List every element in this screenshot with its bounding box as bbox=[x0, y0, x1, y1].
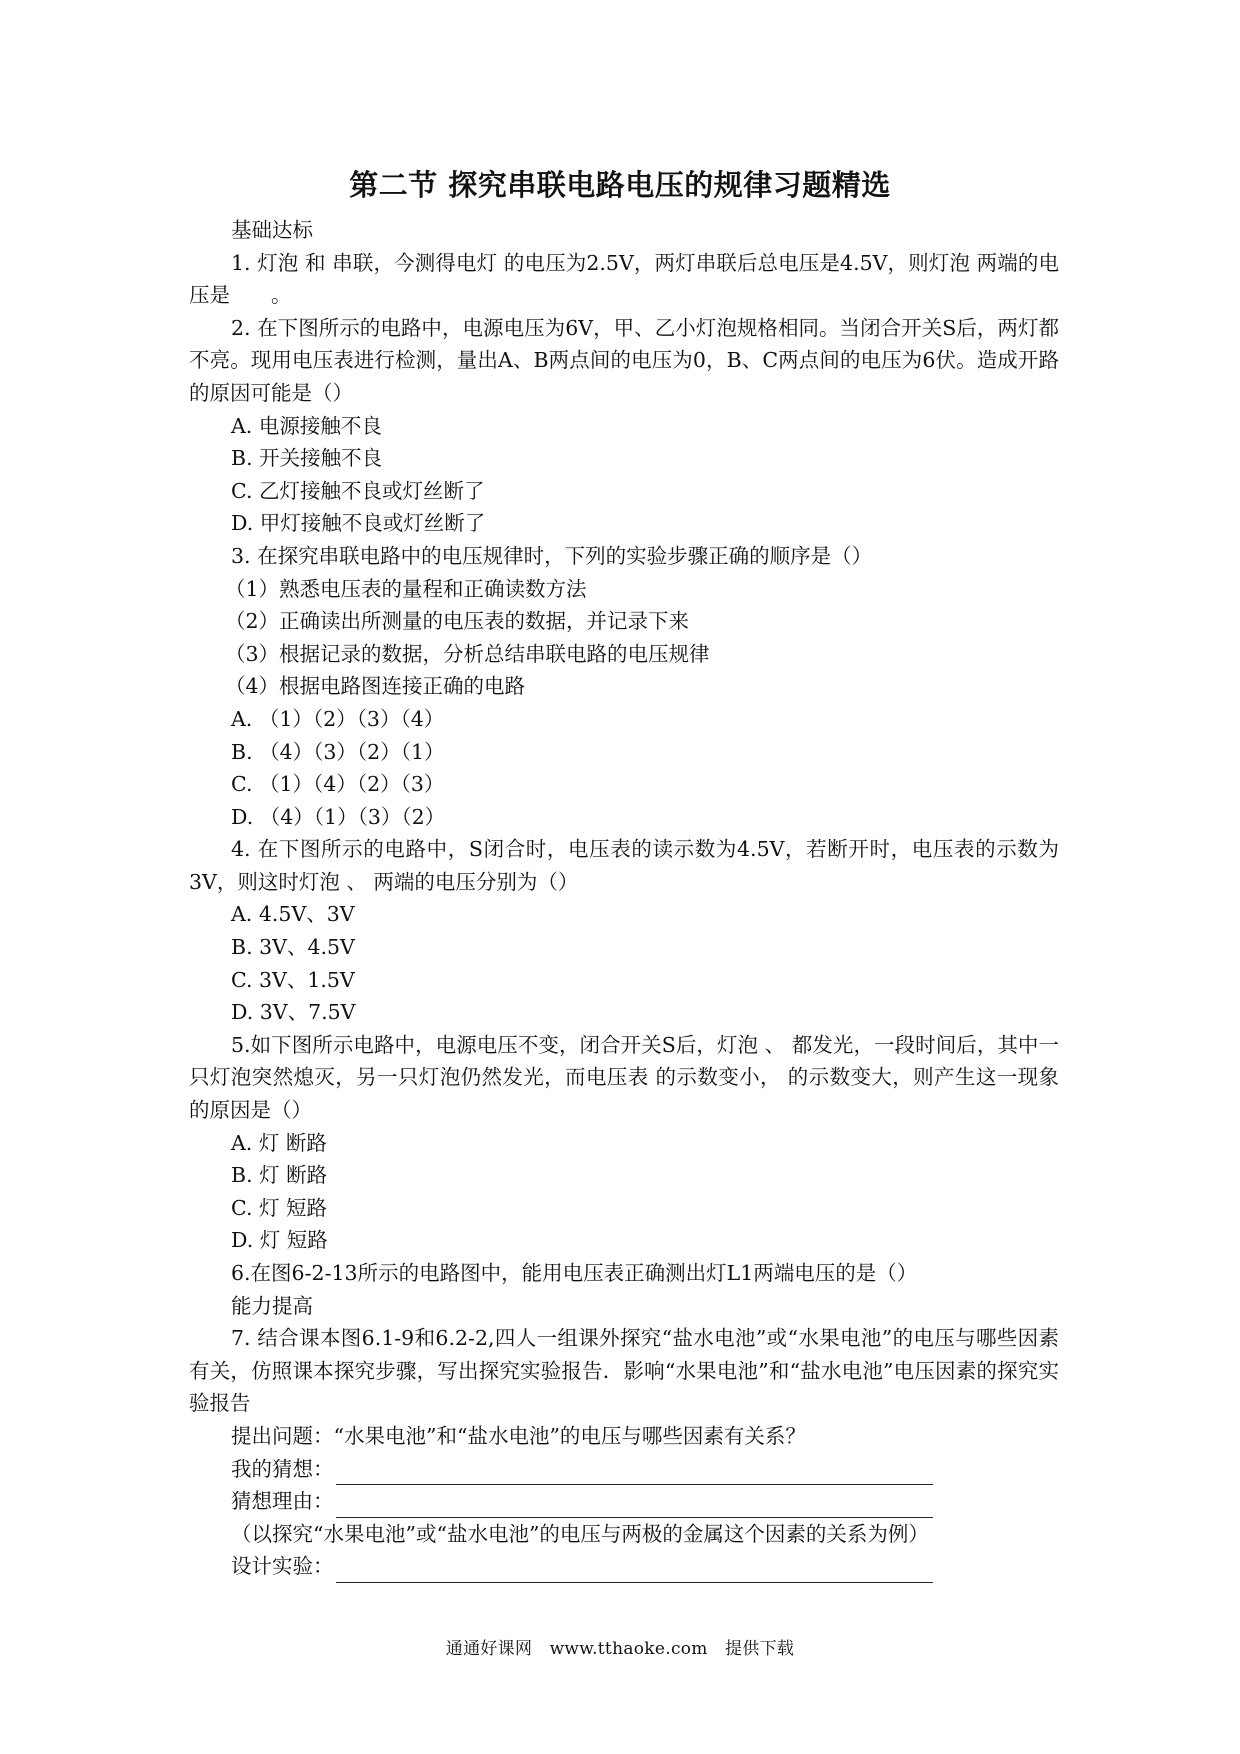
page-footer: 通通好课网 www.tthaoke.com 提供下载 bbox=[445, 1639, 795, 1659]
question-5-option: D. 灯 短路 bbox=[231, 1228, 328, 1253]
design-row bbox=[189, 1550, 1059, 1583]
question-3-step: （2）正确读出所测量的电压表的数据，并记录下来 bbox=[225, 609, 690, 634]
document-body bbox=[189, 214, 1059, 1583]
reason-answer-blank[interactable] bbox=[336, 1495, 933, 1518]
design-label: 设计实验： bbox=[231, 1554, 334, 1579]
question-3-step: （1）熟悉电压表的量程和正确读数方法 bbox=[225, 576, 587, 601]
guess-label: 我的猜想： bbox=[231, 1456, 334, 1481]
question-3-stem: 3. 在探究串联电路中的电压规律时，下列的实验步骤正确的顺序是（） bbox=[231, 543, 873, 568]
question-4-option: C. 3V、1.5V bbox=[231, 967, 355, 992]
question-5-stem: 5.如下图所示电路中，电源电压不变，闭合开关S后，灯泡 、 都发光，一段时间后，其中一只灯泡突然熄灭，另一只灯泡仍然发光，而电压表 的示数变小， 的示数变大，则产生这一现象的原因是（） bbox=[189, 1032, 1059, 1123]
question-2-option: A. 电源接触不良 bbox=[231, 413, 382, 438]
question-5-option: A. 灯 断路 bbox=[231, 1130, 327, 1155]
question-4-stem: 4. 在下图所示的电路中，S闭合时，电压表的读示数为4.5V，若断开时，电压表的示数为3V，则这时灯泡 、 两端的电压分别为（） bbox=[189, 837, 1059, 894]
question-2-option: D. 甲灯接触不良或灯丝断了 bbox=[231, 511, 486, 536]
question-6: 6.在图6-2-13所示的电路图中，能用电压表正确测出灯L1两端电压的是（） bbox=[231, 1261, 918, 1285]
question-5-option: C. 灯 短路 bbox=[231, 1195, 328, 1220]
question-3-step: （3）根据记录的数据，分析总结串联电路的电压规律 bbox=[225, 641, 710, 666]
section-heading-basic: 基础达标 bbox=[231, 218, 313, 242]
page-title: 第二节 探究串联电路电压的规律习题精选 bbox=[349, 168, 891, 202]
question-3-option: A. （1）（2）（3）（4） bbox=[231, 706, 445, 731]
question-5-option: B. 灯 断路 bbox=[231, 1163, 328, 1188]
question-7-problem: 提出问题：“水果电池”和“盐水电池”的电压与哪些因素有关系？ bbox=[231, 1423, 806, 1448]
question-4-option: D. 3V、7.5V bbox=[231, 1000, 356, 1025]
question-4-option: B. 3V、4.5V bbox=[231, 935, 355, 960]
guess-row bbox=[189, 1453, 1059, 1486]
question-1: 1. 灯泡 和 串联，今测得电灯 的电压为2.5V，两灯串联后总电压是4.5V，则灯泡 两端的电压是 。 bbox=[189, 250, 1059, 308]
question-7-note: （以探究“水果电池”或“盐水电池”的电压与两极的金属这个因素的关系为例） bbox=[231, 1521, 929, 1546]
question-2-option: C. 乙灯接触不良或灯丝断了 bbox=[231, 478, 485, 503]
question-7-stem: 7. 结合课本图6.1-9和6.2-2,四人一组课外探究“盐水电池”或“水果电池”的电压与哪些因素有关，仿照课本探究步骤，写出探究实验报告．影响“水果电池”和“盐水电池”电压因素的探究实验报告 bbox=[189, 1326, 1059, 1416]
design-answer-blank[interactable] bbox=[336, 1560, 933, 1583]
reason-label: 猜想理由： bbox=[231, 1489, 334, 1514]
question-3-option: D. （4）（1）（3）（2） bbox=[231, 804, 446, 829]
guess-answer-blank[interactable] bbox=[336, 1462, 933, 1485]
question-3-option: B. （4）（3）（2）（1） bbox=[231, 739, 445, 764]
reason-row bbox=[189, 1485, 1059, 1518]
question-2-stem: 2. 在下图所示的电路中，电源电压为6V，甲、乙小灯泡规格相同。当闭合开关S后，两灯都不亮。现用电压表进行检测，量出A、B两点间的电压为0，B、C两点间的电压为6伏。造成开路的原因可能是（） bbox=[189, 315, 1059, 405]
question-3-option: C. （1）（4）（2）（3） bbox=[231, 772, 445, 797]
section-heading-advanced: 能力提高 bbox=[231, 1293, 313, 1318]
question-4-option: A. 4.5V、3V bbox=[231, 902, 355, 927]
question-2-option: B. 开关接触不良 bbox=[231, 446, 383, 471]
question-3-step: （4）根据电路图连接正确的电路 bbox=[225, 674, 526, 699]
